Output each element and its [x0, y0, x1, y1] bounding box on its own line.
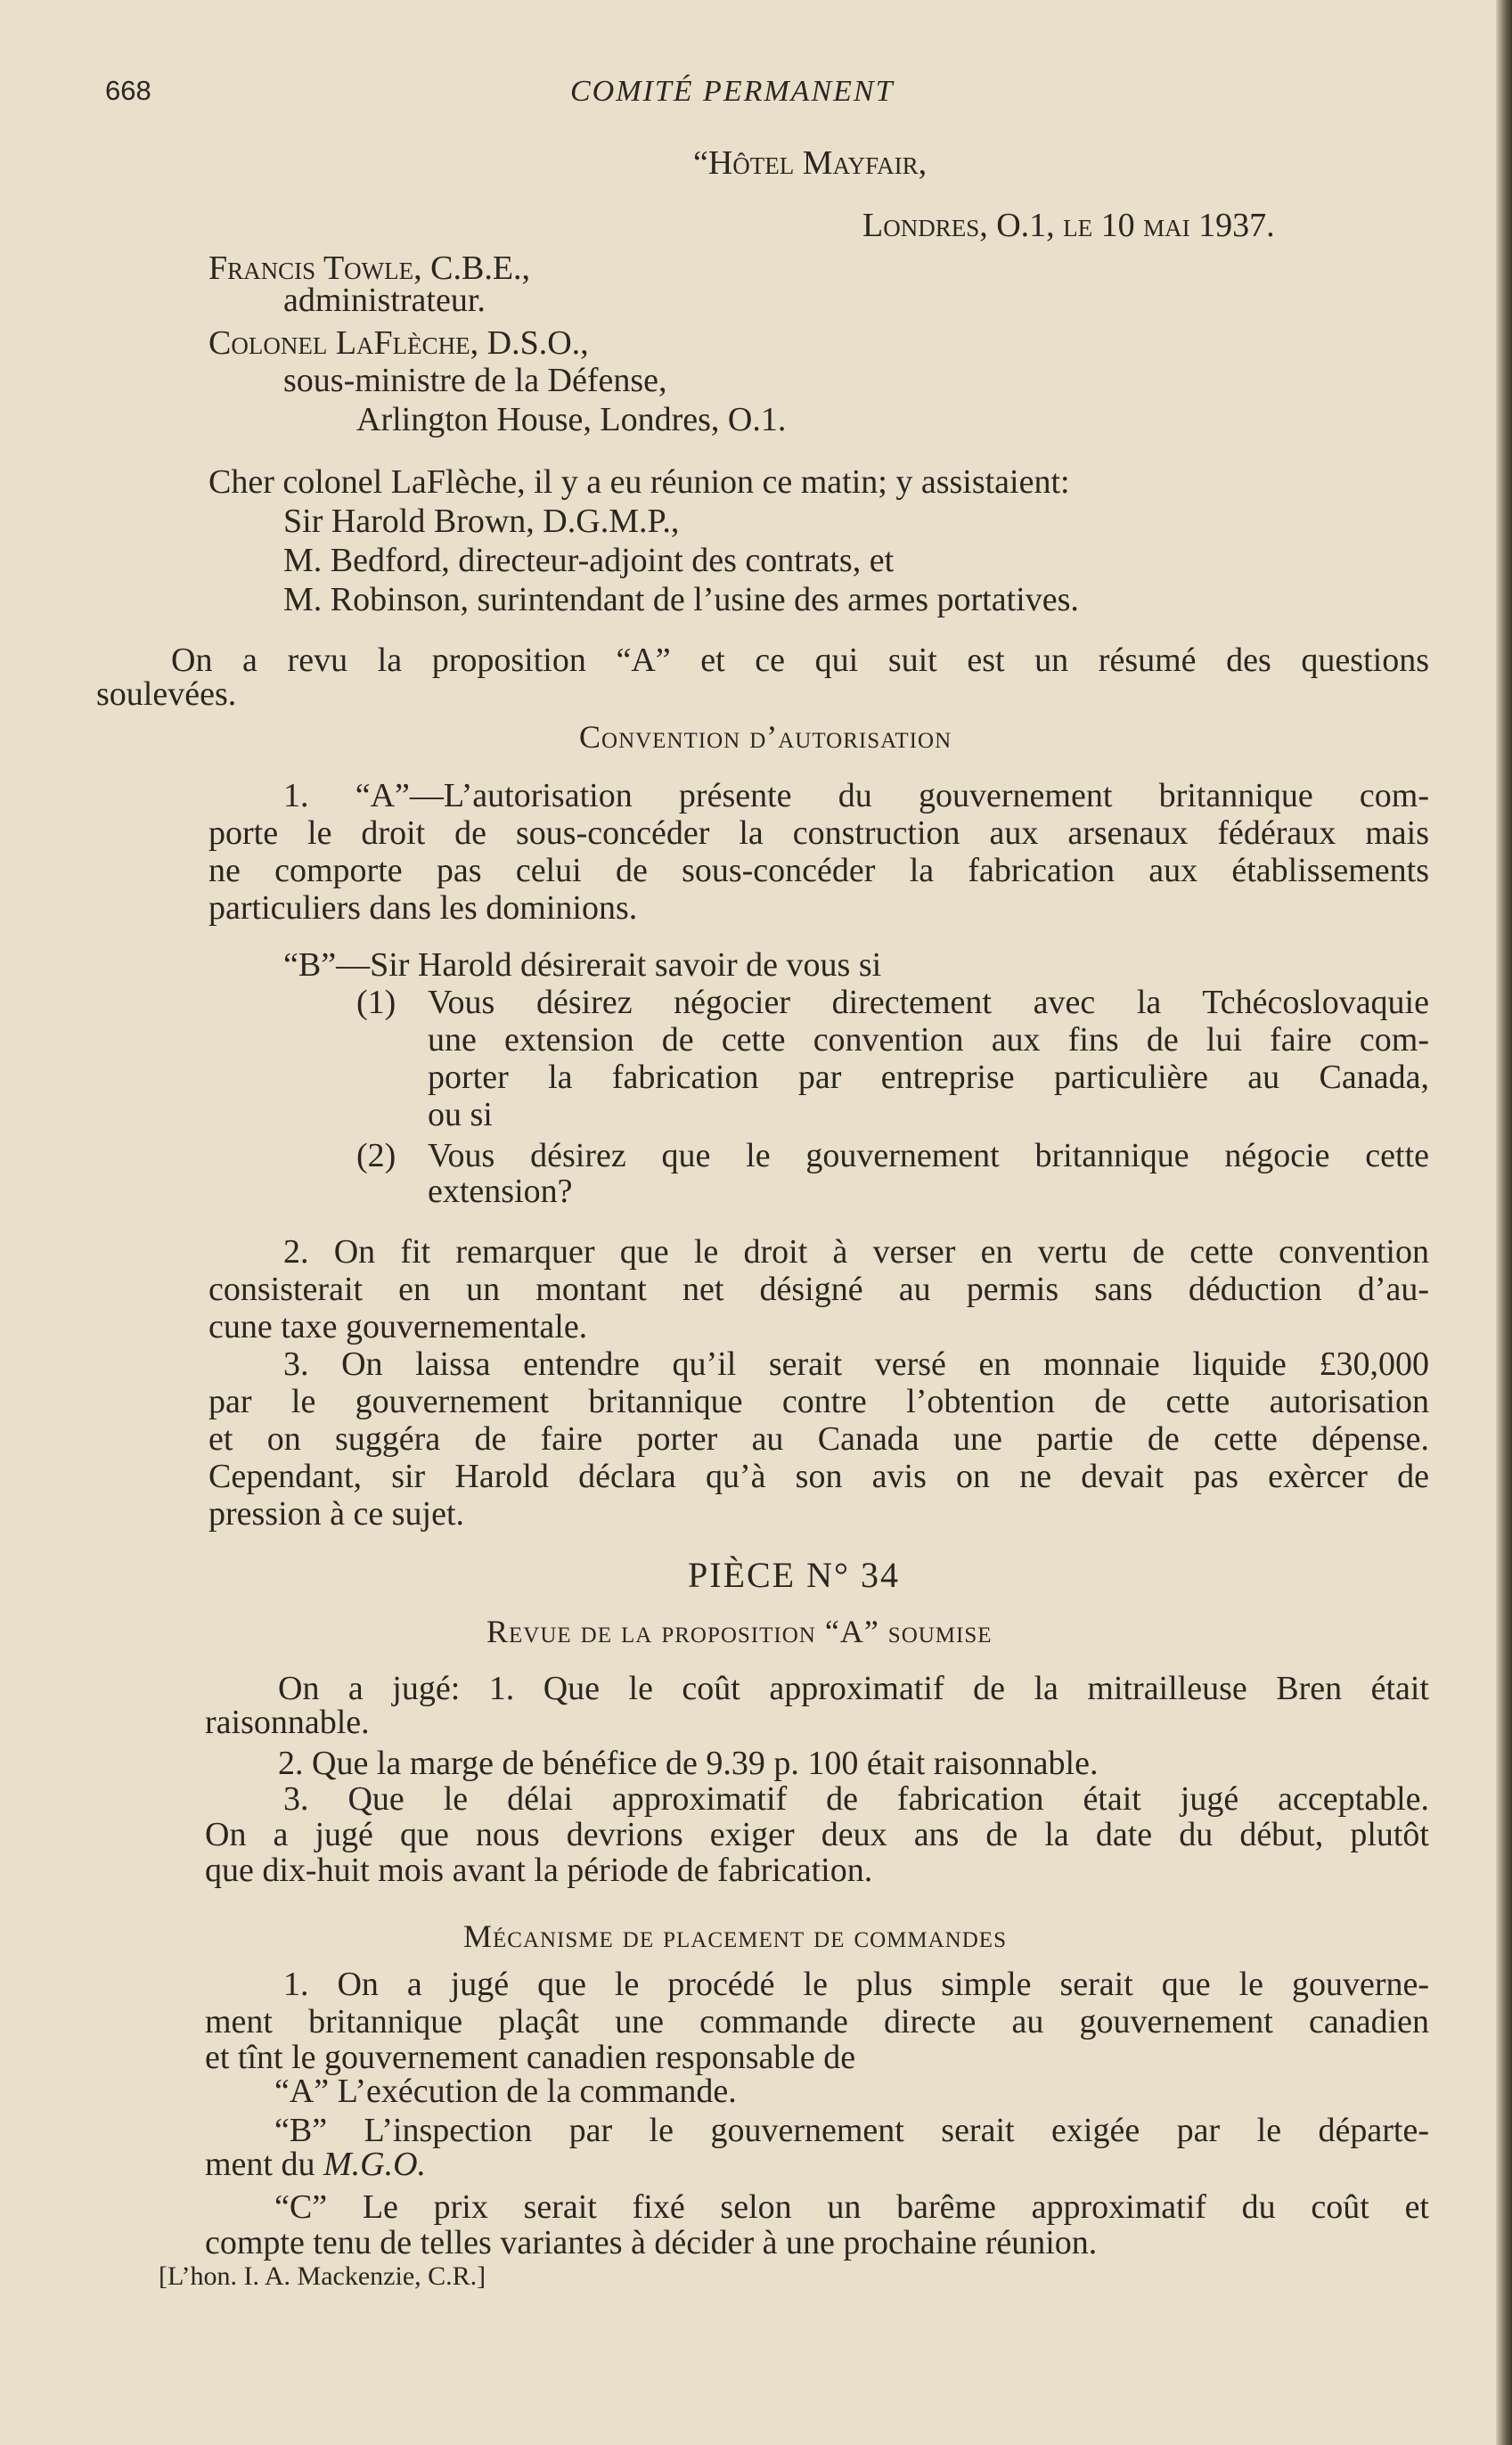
- option-number: (1): [356, 984, 396, 1021]
- running-head: COMITÉ PERMANENT: [570, 75, 895, 108]
- exhibit-title: PIÈCE N° 34: [688, 1555, 900, 1595]
- paragraph-line: cune taxe gouvernementale.: [208, 1308, 588, 1345]
- paragraph-line: Cependant, sir Harold déclara qu’à son avis on ne devait pas exèrcer de: [208, 1458, 1429, 1495]
- intro-line: soulevées.: [96, 675, 237, 713]
- paragraph-line: raisonnable.: [205, 1704, 370, 1741]
- paragraph-line: On a jugé que nous devrions exiger deux ans de la date du début, plutôt: [205, 1816, 1429, 1853]
- recipient-address: Arlington House, Londres, O.1.: [356, 401, 787, 438]
- place-date: Londres, O.1, le 10 mai 1937.: [862, 207, 1275, 244]
- paragraph-line: par le gouvernement britannique contre l’obtention de cette autorisation: [208, 1383, 1429, 1420]
- exhibit-subtitle: Revue de la proposition “A” soumise: [486, 1614, 993, 1649]
- paragraph-line: 2. Que la marge de bénéfice de 9.39 p. 100 était raisonnable.: [278, 1745, 1099, 1782]
- paragraph-line: consisterait en un montant net désigné au permis sans déduction d’au-: [208, 1271, 1429, 1308]
- page-edge-shadow: [1496, 0, 1512, 2445]
- option-line: ou si: [428, 1096, 493, 1133]
- option-line: une extension de cette convention aux fins de lui faire com-: [428, 1021, 1429, 1059]
- attendee: Sir Harold Brown, D.G.M.P.,: [283, 503, 680, 540]
- paragraph-line: et on suggéra de faire porter au Canada une partie de cette dépense.: [208, 1420, 1429, 1458]
- paragraph-line: On a jugé: 1. Que le coût approximatif de la mitrailleuse Bren était: [278, 1670, 1429, 1707]
- footer-note: [L’hon. I. A. Mackenzie, C.R.]: [159, 2261, 486, 2291]
- paragraph-line: pression à ce sujet.: [208, 1495, 465, 1533]
- paragraph-line: 3. Que le délai approximatif de fabrication était jugé acceptable.: [283, 1780, 1429, 1818]
- paragraph-line: que dix-huit mois avant la période de fabrication.: [205, 1852, 873, 1889]
- list-item-a: “A” L’exécution de la commande.: [274, 2073, 737, 2110]
- letter-hotel: “Hôtel Mayfair,: [693, 144, 928, 182]
- paragraph-line: 3. On laissa entendre qu’il serait versé en monnaie liquide £30,000: [283, 1345, 1429, 1383]
- intro-line: On a revu la proposition “A” et ce qui suit est un résumé des questions: [171, 642, 1429, 679]
- sender-name: Francis Towle, C.B.E.,: [208, 249, 531, 287]
- paragraph-line: porte le droit de sous-concéder la construction aux arsenaux fédéraux mais: [208, 814, 1429, 852]
- sender-title: administrateur.: [283, 282, 486, 319]
- attendee: M. Bedford, directeur-adjoint des contrats, et: [283, 542, 895, 579]
- page-number: 668: [105, 75, 151, 106]
- list-item-b-text: ment du: [205, 2146, 323, 2183]
- option-intro: “B”—Sir Harold désirerait savoir de vous si: [283, 946, 882, 984]
- option-line: extension?: [428, 1173, 573, 1210]
- list-item-b: “B” L’inspection par le gouvernement serait exigée par le départe-: [274, 2112, 1429, 2149]
- option-line: porter la fabrication par entreprise particulière au Canada,: [428, 1059, 1429, 1096]
- list-item-c: “C” Le prix serait fixé selon un barême approximatif du coût et: [274, 2188, 1429, 2226]
- paragraph-line: 2. On fit remarquer que le droit à verser en vertu de cette convention: [283, 1233, 1429, 1271]
- paragraph-line: ne comporte pas celui de sous-concéder la fabrication aux établissements: [208, 852, 1429, 889]
- attendee: M. Robinson, surintendant de l’usine des armes portatives.: [283, 581, 1079, 618]
- mgo-abbrev: M.G.O.: [323, 2146, 427, 2183]
- section-heading: Mécanisme de placement de commandes: [463, 1918, 1007, 1954]
- salutation: Cher colonel LaFlèche, il y a eu réunion ce matin; y assistaient:: [208, 463, 1070, 501]
- option-number: (2): [356, 1137, 396, 1174]
- option-line: Vous désirez négocier directement avec la Tchécoslovaquie: [428, 984, 1429, 1021]
- list-item-b-cont: [205, 2147, 426, 2181]
- recipient-title: sous-ministre de la Défense,: [283, 362, 667, 399]
- recipient-name: Colonel LaFlèche, D.S.O.,: [208, 324, 589, 362]
- paragraph-line: 1. “A”—L’autorisation présente du gouvernement britannique com-: [283, 777, 1429, 814]
- list-item-c-cont: compte tenu de telles variantes à décider à une prochaine réunion.: [205, 2224, 1098, 2261]
- letter-place-date: [862, 209, 1275, 242]
- paragraph-line: particuliers dans les dominions.: [208, 889, 638, 927]
- option-line: Vous désirez que le gouvernement britannique négocie cette: [428, 1137, 1429, 1174]
- paragraph-line: 1. On a jugé que le procédé le plus simple serait que le gouverne-: [283, 1966, 1429, 2003]
- paragraph-line: ment britannique plaçât une commande directe au gouvernement canadien: [205, 2003, 1429, 2040]
- section-heading: Convention d’autorisation: [579, 719, 952, 755]
- paragraph-line: et tînt le gouvernement canadien responsable de: [205, 2039, 856, 2076]
